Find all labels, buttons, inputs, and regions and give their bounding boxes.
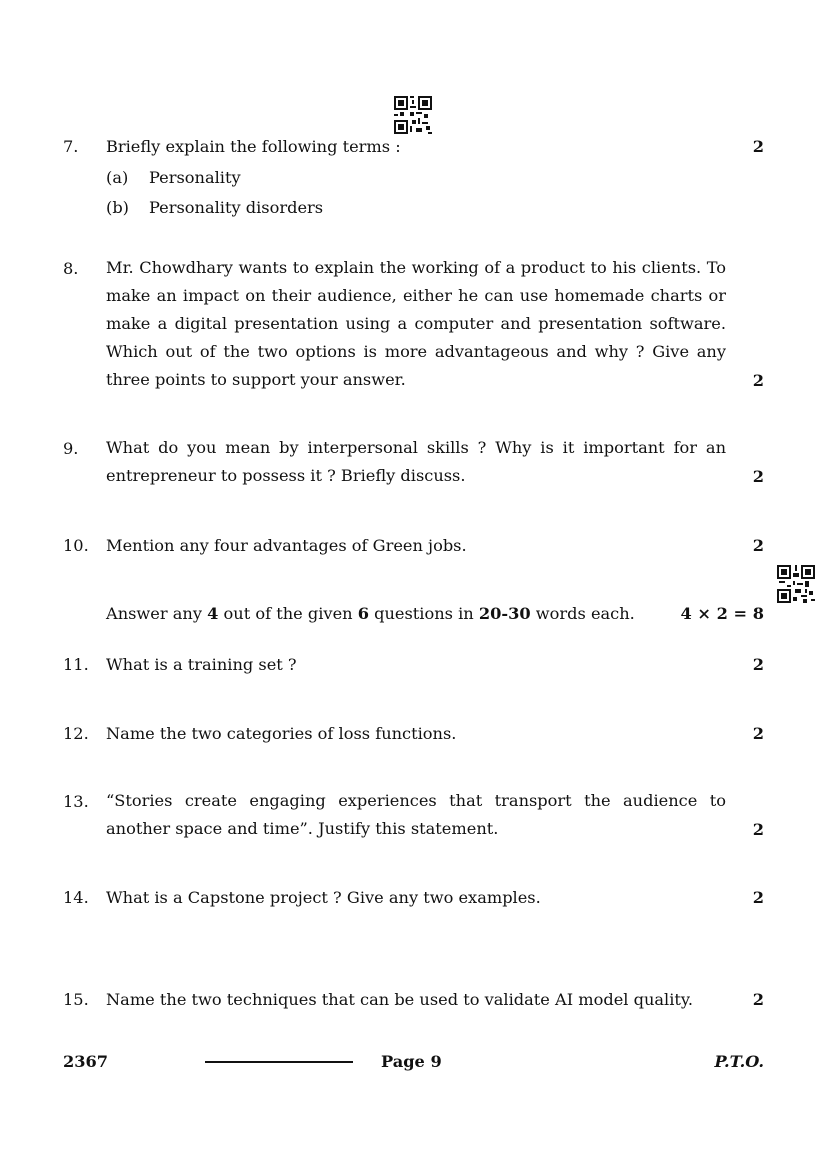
question-text: What is a Capstone project ? Give any two examples. (106, 888, 541, 907)
question-text: Mr. Chowdhary wants to explain the working of a product to his clients. To make an impact on their audience, either he can use homemade charts or make a digital presentation using a computer and presentation software. Which out of the two options is more advantageous and why ? Give any three points to support your answer. (106, 258, 726, 389)
question-text: “Stories create engaging experiences that transport the audience to another space and time”. Justify this statement. (106, 791, 726, 838)
instruction-text: Answer any 4 out of the given 6 questions in 20-30 words each. (106, 604, 635, 623)
sub-question-text: Personality (149, 168, 241, 187)
question-marks: 2 (752, 371, 764, 390)
qr-code-top (394, 96, 432, 134)
question-number: 10. (63, 536, 89, 555)
sub-question-text: Personality disorders (149, 198, 324, 217)
question-marks: 2 (752, 724, 764, 743)
question-text: Briefly explain the following terms : (106, 137, 401, 156)
question-marks: 2 (752, 820, 764, 839)
question-marks: 2 (752, 137, 764, 156)
question-number: 12. (63, 724, 89, 743)
question-marks: 2 (752, 467, 764, 486)
question-marks: 2 (752, 536, 764, 555)
question-number: 13. (63, 792, 89, 811)
question-number: 8. (63, 259, 79, 278)
question-text: Mention any four advantages of Green jobs. (106, 536, 467, 555)
footer-divider (205, 1061, 353, 1063)
question-text: Name the two techniques that can be used to validate AI model quality. (106, 990, 694, 1009)
page-number: Page 9 (381, 1052, 442, 1071)
sub-question-label: (a) (106, 168, 129, 187)
question-text: What do you mean by interpersonal skills ? Why is it important for an entrepreneur to possess it ? Briefly discuss. (106, 438, 726, 485)
pto-label: P.T.O. (714, 1052, 764, 1071)
qr-code-side (777, 565, 815, 603)
question-number: 11. (63, 655, 89, 674)
question-number: 9. (63, 439, 79, 458)
question-number: 14. (63, 888, 89, 907)
question-marks: 2 (752, 888, 764, 907)
question-text: Name the two categories of loss functions. (106, 724, 457, 743)
question-text: What is a training set ? (106, 655, 297, 674)
section-marks: 4 × 2 = 8 (680, 604, 764, 623)
sub-question-label: (b) (106, 198, 129, 217)
question-number: 7. (63, 137, 79, 156)
question-number: 15. (63, 990, 89, 1009)
paper-code: 2367 (63, 1052, 109, 1071)
question-marks: 2 (752, 990, 764, 1009)
question-marks: 2 (752, 655, 764, 674)
